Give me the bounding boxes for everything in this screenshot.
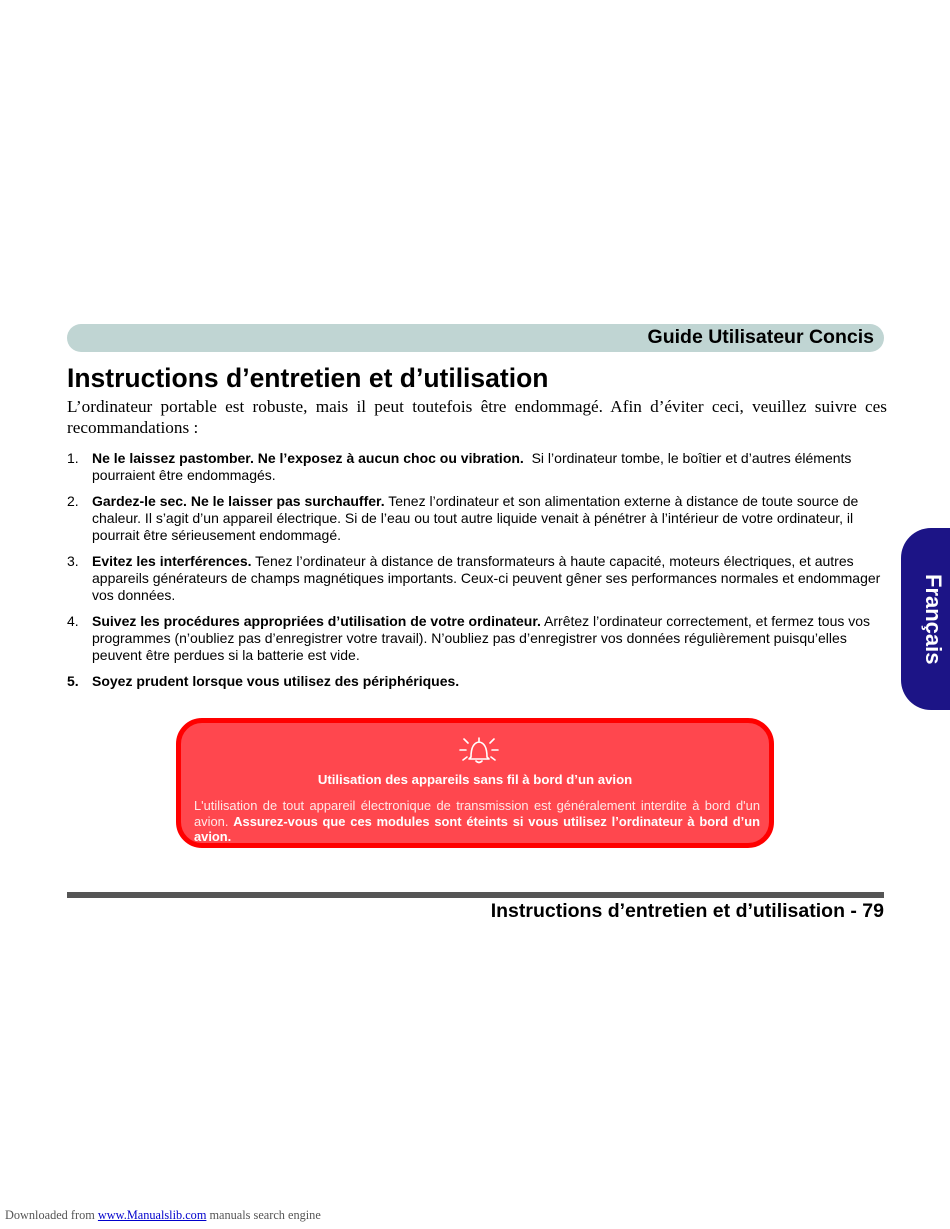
- item-text: Tenez l’ordinateur à distance de transformateurs à haute capacité, moteurs électriques, et autres appareils générateurs de champs magnétiques importants. Ceux-ci peuvent gêner ses performances normales et endommager vos données.: [92, 553, 881, 603]
- list-item: [67, 553, 885, 604]
- list-item: [67, 673, 885, 690]
- header-band: [67, 324, 884, 352]
- page-title: Instructions d’entretien et d’utilisation: [67, 363, 549, 393]
- care-instructions-list: [67, 450, 885, 699]
- footer-page-label: Instructions d’entretien et d’utilisation - 79: [490, 900, 884, 922]
- warning-text: L'utilisation de tout appareil électronique de transmission est généralement interdite à bord d'un avion.: [194, 798, 760, 829]
- item-heading: Soyez prudent lorsque vous utilisez des périphériques.: [92, 673, 460, 689]
- alarm-bell-icon: [458, 733, 500, 767]
- warning-emphasis: Assurez-vous que ces modules sont éteints si vous utilisez l’ordinateur à bord d’un avion.: [194, 813, 760, 844]
- item-number: 1.: [67, 450, 79, 466]
- item-heading: Suivez les procédures appropriées d’utilisation de votre ordinateur.: [92, 613, 541, 629]
- list-item: [67, 493, 885, 544]
- language-tab-label: Français: [921, 573, 946, 665]
- item-text: Tenez l’ordinateur et son alimentation externe à distance de toute source de chaleur. Il s’agit d’un appareil électrique. Si de l’eau ou tout autre liquide venait à pénétrer à l’intérieur de votre ordinateur, il pourrait être sérieusement endommagé.: [92, 493, 859, 543]
- warning-body: [194, 798, 760, 845]
- download-prefix: Downloaded from: [5, 1208, 95, 1222]
- item-number: 3.: [67, 553, 79, 569]
- item-text: Arrêtez l’ordinateur correctement, et fermez tous vos programmes (n’oubliez pas d’enregistrer votre travail). N’oubliez pas d’enregistrer vos données régulièrement puisqu’elles peuvent être perdues si la batterie est vide.: [92, 613, 871, 663]
- item-number: 2.: [67, 493, 79, 509]
- intro-paragraph: L’ordinateur portable est robuste, mais il peut toutefois être endommagé. Afin d’éviter ceci, veuillez suivre ces recommandations :: [67, 397, 887, 437]
- warning-title: Utilisation des appareils sans fil à bord d’un avion: [317, 772, 633, 787]
- item-number: 4.: [67, 613, 79, 629]
- list-item: [67, 450, 885, 484]
- item-text: Si l’ordinateur tombe, le boîtier et d’autres éléments pourraient être endommagés.: [92, 450, 852, 483]
- header-title: Guide Utilisateur Concis: [647, 326, 874, 348]
- item-number: 5.: [67, 673, 79, 689]
- item-heading: Ne le laissez pastomber. Ne l’exposez à aucun choc ou vibration.: [92, 450, 524, 466]
- item-heading: Evitez les interférences.: [92, 553, 252, 569]
- airplane-warning-box: [176, 718, 774, 848]
- download-suffix: manuals search engine: [209, 1208, 321, 1222]
- list-item: [67, 613, 885, 664]
- footer-rule: [67, 892, 884, 898]
- language-tab[interactable]: [901, 528, 950, 710]
- manualslib-link[interactable]: www.Manualslib.com: [97, 1208, 207, 1222]
- download-note: [5, 1208, 321, 1223]
- item-heading: Gardez-le sec. Ne le laisser pas surchauffer.: [92, 493, 385, 509]
